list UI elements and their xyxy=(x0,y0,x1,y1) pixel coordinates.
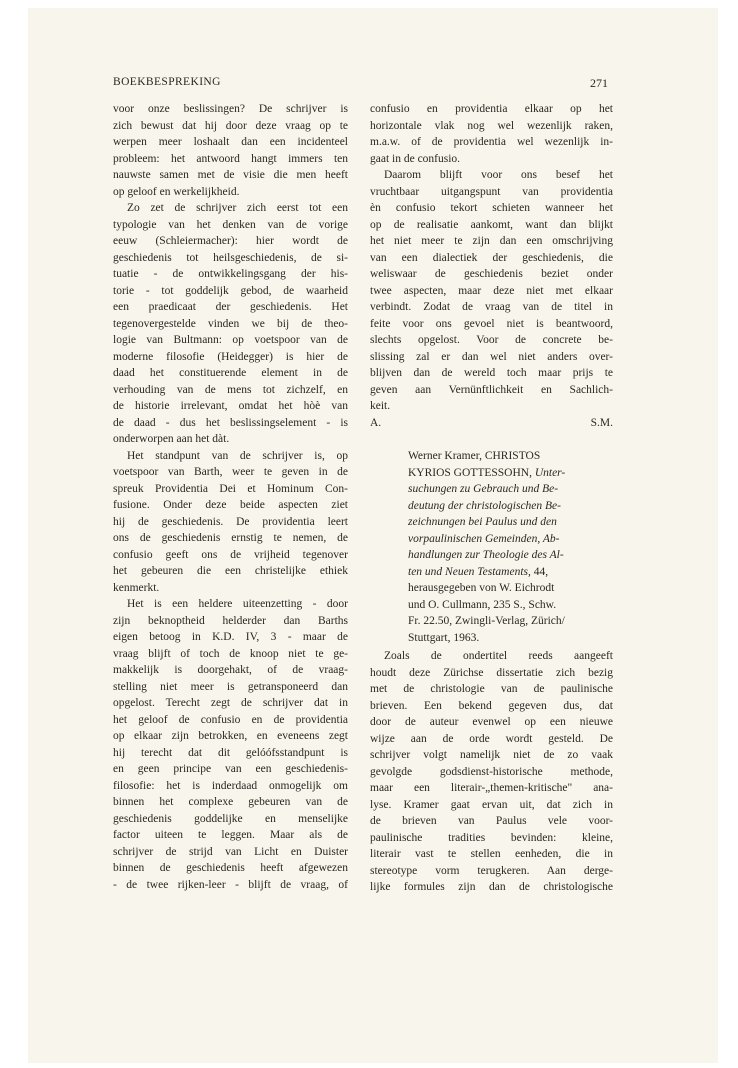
citation-line xyxy=(408,498,613,515)
citation-line xyxy=(408,613,613,630)
text-line: binnen het complexe gebeuren van de xyxy=(113,796,348,808)
text-line: vraag blijft of toch de knoop niet te ge- xyxy=(113,647,348,660)
text-line: probleem: het antwoord hangt immers ten xyxy=(113,152,348,165)
text-line: fusione. Onder deze beide aspecten ziet xyxy=(113,499,348,511)
citation-line xyxy=(408,564,613,581)
text-line: stelling niet meer is getransponeerd dan xyxy=(113,680,348,693)
text-line: werpen meer loshaalt dan een incidenteel xyxy=(113,136,348,148)
citation-line xyxy=(408,547,613,564)
text-line: lyse. Kramer gaat ervan uit, dat zich in xyxy=(370,798,613,811)
text-line: houdt deze Zürichse dissertatie zich bezig xyxy=(370,666,613,679)
signature-line xyxy=(370,415,613,432)
text-line: van een dialectiek der geschiedenis, die xyxy=(370,251,613,264)
text-line: voor onze beslissingen? De schrijver is xyxy=(113,103,348,115)
text-line: op elkaar zijn betrokken, en eveneens zegt xyxy=(113,730,348,742)
right-column-bottom-text xyxy=(370,648,613,896)
text-line: nauwste samen met de visie die men heeft xyxy=(113,169,348,181)
citation-plain-text: KYRIOS GOTTESSOHN, xyxy=(408,466,535,479)
text-line: stereotype vorm terugkeren. Aan derge- xyxy=(370,864,613,877)
text-line: feite voor ons gevoel niet is beantwoord, xyxy=(370,317,613,330)
text-line: met de christologie van de paulinische xyxy=(370,683,613,695)
citation-line xyxy=(408,580,613,597)
citation-italic-text: handlungen zur Theologie des Al- xyxy=(408,549,564,561)
citation-line xyxy=(408,597,613,614)
text-line: kenmerkt. xyxy=(113,581,160,594)
text-line: op geloof en werkelijkheid. xyxy=(113,185,240,198)
text-line: Zoals de ondertitel reeds aangeeft xyxy=(384,650,613,662)
text-line: de daad - dus het beslissingselement - is xyxy=(113,416,348,429)
text-line: spreuk Providentia Dei et Hominum Con- xyxy=(113,482,348,495)
text-line: paulinische tradities bevinden: kleine, xyxy=(370,831,613,844)
text-line: m.a.w. of de providentia wel wezenlijk in- xyxy=(370,136,613,148)
book-review-citation xyxy=(408,448,613,646)
text-line: wijze aan de orde wordt gesteld. De xyxy=(370,732,613,745)
text-line: logie van Bultmann: op voetspoor van de xyxy=(113,334,348,346)
text-line: weliswaar de geschiedenis beziet onder xyxy=(370,268,613,280)
text-line: door de auteur evenwel op een nieuwe xyxy=(370,716,613,728)
text-line: verbindt. Zodat de vraag van de titel in xyxy=(370,301,613,313)
text-line: èn confusio tekort schieten wanneer het xyxy=(370,202,613,214)
text-line: horizontale vlak nog wel wezenlijk raken, xyxy=(370,119,613,132)
text-line: makkelijk is doorgehakt, of de vraag- xyxy=(113,664,348,676)
text-line: gevolgde godsdienst-historische methode, xyxy=(370,765,613,778)
text-line: torie - tot goddelijk gebod, de waarheid xyxy=(113,284,348,297)
text-line: tegenovergestelde vinden we bij de theo- xyxy=(113,317,348,330)
text-line: vruchtbaar uitgangspunt van providentia xyxy=(370,185,613,198)
citation-italic-text: suchungen zu Gebrauch und Be- xyxy=(408,483,559,495)
text-line: brieven. Een bekend gegeven dus, dat xyxy=(370,699,613,712)
text-line: de brieven van Paulus vele voor- xyxy=(370,815,613,827)
text-line: ons de geschiedenis ernstig te nemen, de xyxy=(113,532,348,544)
text-line: tuatie - de ontwikkelingsgang der his- xyxy=(113,268,348,280)
text-line: filosofie: het is inderdaad onmogelijk om xyxy=(113,779,348,792)
running-title: BOEKBESPREKING xyxy=(113,76,221,88)
text-line: confusio geeft ons de vrijheid tegenover xyxy=(113,548,348,561)
citation-italic-text: ten und Neuen Testaments, xyxy=(408,565,534,578)
text-line: op de realisatie aankomt, want dan blijkt xyxy=(370,218,613,231)
text-line: de historie irrelevant, omdat het hòè van xyxy=(113,400,348,412)
text-line: twee aspecten, maar deze niet met elkaar xyxy=(370,284,613,297)
page-number: 271 xyxy=(590,76,608,90)
text-line: Daarom blijft voor ons besef het xyxy=(384,169,613,181)
signature-initial-left: A. xyxy=(370,416,382,429)
text-line: lijke formules zijn dan de christologische xyxy=(370,881,613,893)
citation-plain-text: Werner Kramer, CHRISTOS xyxy=(408,450,541,462)
citation-series-number: 44, xyxy=(533,565,549,578)
text-line: hij de geschiedenis. De providentia leert xyxy=(113,515,348,528)
text-line: maar een literair-„themen-kritische" ana- xyxy=(370,782,613,794)
text-line: confusio en providentia elkaar op het xyxy=(370,103,613,115)
text-line: Het is een heldere uiteenzetting - door xyxy=(127,598,348,610)
text-line: onderworpen aan het dàt. xyxy=(113,433,230,445)
citation-line xyxy=(408,531,613,548)
right-column xyxy=(370,101,613,896)
text-line: geschiedenis tot heilsgeschiedenis, de si- xyxy=(113,251,348,264)
citation-line xyxy=(408,514,613,531)
text-line: literair vast te stellen eenheden, die in xyxy=(370,848,613,860)
text-line: een praedicaat der geschiedenis. Het xyxy=(113,301,348,313)
text-line: geven aan Vernünftlichkeit en Sachlich- xyxy=(370,383,613,396)
text-line: typologie van het denken van de vorige xyxy=(113,218,348,231)
text-line: en geen principe van een geschiedenis- xyxy=(113,763,348,775)
text-line: gaat in de confusio. xyxy=(370,152,461,165)
citation-line xyxy=(408,481,613,498)
citation-plain-text: und O. Cullmann, 235 S., Schw. xyxy=(408,598,557,611)
text-line: Het standpunt van de schrijver is, op xyxy=(127,449,348,462)
text-line: het gebeuren die een christelijke ethiek xyxy=(113,565,348,577)
text-line: schrijver de strijd van Licht en Duister xyxy=(113,845,348,858)
text-line: daad het constituerende element in de xyxy=(113,367,348,379)
text-line: zijn beknoptheid helderder dan Barths xyxy=(113,614,348,627)
text-line: slechts opgelost. Voor de concrete be- xyxy=(370,334,613,346)
text-line: zich bewust dat hij door deze vraag op te xyxy=(113,119,348,132)
citation-plain-text: Fr. 22.50, Zwingli-Verlag, Zürich/ xyxy=(408,615,565,627)
text-line: hij terecht dat dit gelóófsstandpunt is xyxy=(113,746,348,759)
citation-line xyxy=(408,630,613,647)
text-line: het geloof de confusio en de providentia xyxy=(113,713,348,726)
citation-italic-text: deutung der christologischen Be- xyxy=(408,499,561,512)
text-line: schrijver volgt namelijk niet de zo vaak xyxy=(370,749,613,761)
citation-plain-text: Stuttgart, 1963. xyxy=(408,631,480,644)
text-line: blijven dan de wereld toch maar prijs te xyxy=(370,367,613,379)
text-line: geschiedenis goddelijke en menselijke xyxy=(113,812,348,825)
text-line: voetspoor van Barth, weer te geven in de xyxy=(113,466,348,478)
text-line: factor uiteen te leggen. Maar als de xyxy=(113,829,348,841)
citation-line xyxy=(408,465,613,482)
citation-plain-text: herausgegeben von W. Eichrodt xyxy=(408,582,555,594)
text-line: het niet meer te zijn dan een omschrijving xyxy=(370,235,613,247)
citation-italic-text: Unter- xyxy=(534,466,566,479)
text-line: keit. xyxy=(370,400,391,412)
left-column xyxy=(113,101,348,893)
text-line: eigen betoog in K.D. IV, 3 - maar de xyxy=(113,631,348,643)
citation-line xyxy=(408,448,613,465)
text-line: verhouding van de mens tot zichzelf, en xyxy=(113,383,348,396)
text-line: - de twee rijken-leer - blijft de vraag, of xyxy=(113,878,348,891)
text-line: moderne filosofie (Heidegger) is hier de xyxy=(113,350,348,363)
text-line: opgelost. Terecht zegt de schrijver dat in xyxy=(113,697,348,709)
signature-initials-right: S.M. xyxy=(590,416,613,429)
text-line: binnen de geschiedenis heeft afgewezen xyxy=(113,862,348,874)
text-line: Zo zet de schrijver zich eerst tot een xyxy=(127,202,348,214)
right-column-top-text xyxy=(370,101,613,415)
citation-italic-text: zeichnungen bei Paulus und den xyxy=(408,516,557,528)
text-line: eeuw (Schleiermacher): hier wordt de xyxy=(113,235,348,247)
text-line: slissing zal er dan wel niet anders over- xyxy=(370,350,613,363)
citation-italic-text: vorpaulinischen Gemeinden, Ab- xyxy=(408,532,560,545)
